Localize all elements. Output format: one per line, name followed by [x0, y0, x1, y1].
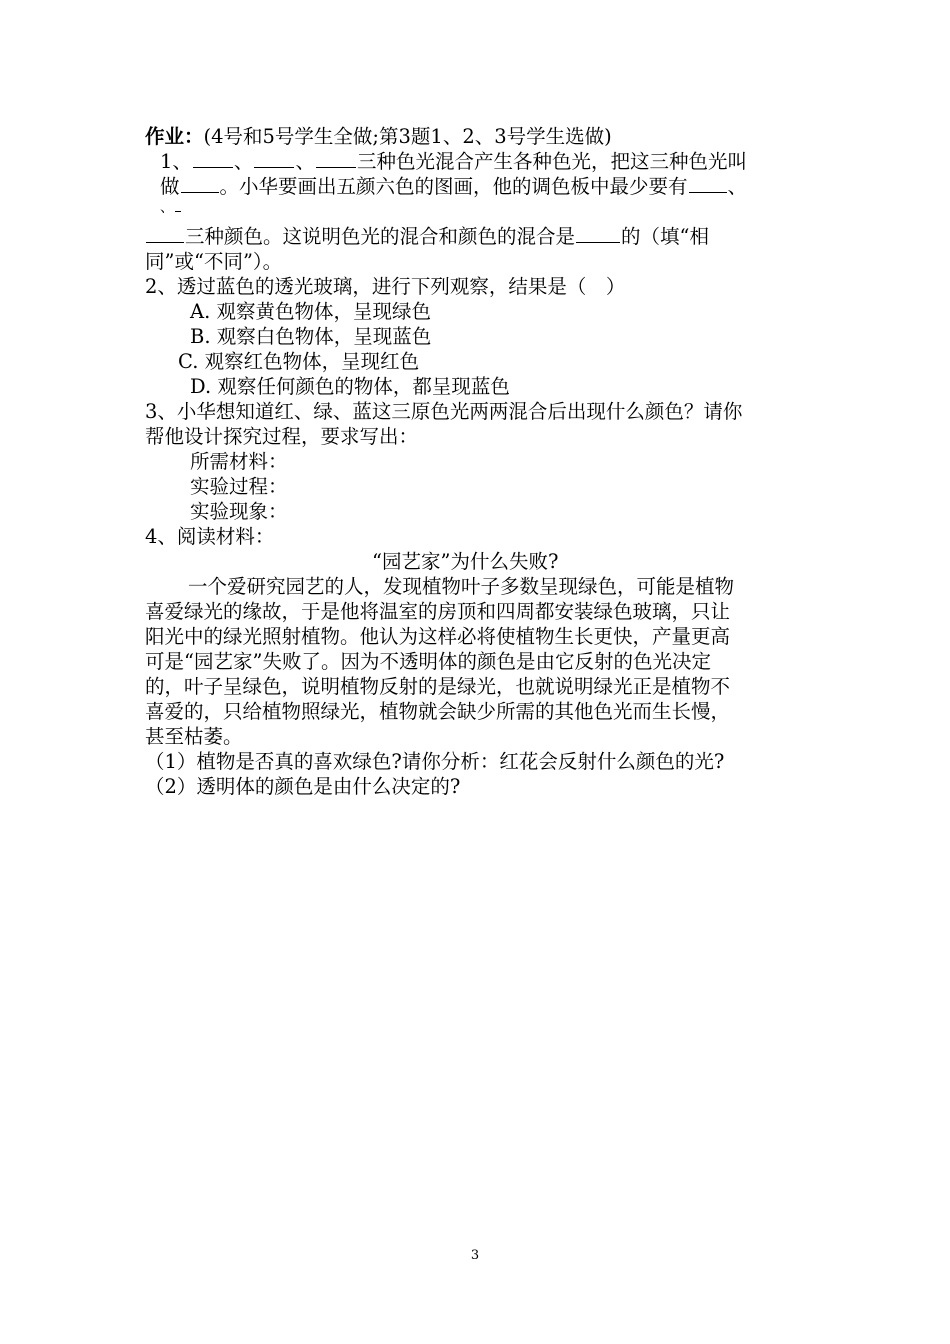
q2-option-c: C. 观察红色物体，呈现红色 — [178, 350, 420, 373]
q3-item-phenomenon: 实验现象： — [190, 500, 288, 523]
q2-stem: 2、透过蓝色的透光玻璃，进行下列观察，结果是（ ） — [145, 275, 626, 298]
q4-stem: 4、阅读材料： — [145, 525, 275, 548]
q1-line5: 同”或“不同”）。 — [145, 250, 283, 273]
q1-blank-1 — [193, 149, 233, 168]
q1-text: 、 — [160, 200, 174, 216]
q1-text: 做 — [160, 175, 180, 198]
homework-heading: 作业： — [145, 125, 204, 148]
q4-passage-line: 喜爱的，只给植物照绿光，植物就会缺少所需的其他色光而生长慢， — [145, 700, 731, 723]
q2-option-a: A. 观察黄色物体，呈现绿色 — [190, 300, 431, 323]
q4-passage-line: 一个爱研究园艺的人，发现植物叶子多数呈现绿色，可能是植物 — [188, 575, 735, 598]
q4-subquestion-2: （2）透明体的颜色是由什么决定的? — [145, 775, 461, 798]
q4-subquestion-1: （1）植物是否真的喜欢绿色?请你分析：红花会反射什么颜色的光? — [145, 750, 725, 773]
q1-line1 — [160, 149, 747, 174]
q4-passage-line: 的，叶子呈绿色，说明植物反射的是绿光，也就说明绿光正是植物不 — [145, 675, 731, 698]
q1-line4 — [145, 224, 709, 249]
q1-line3 — [160, 199, 182, 217]
q3-stem-line2: 帮他设计探究过程，要求写出： — [145, 425, 419, 448]
q1-line2 — [160, 174, 747, 199]
q4-passage-line: 喜爱绿光的缘故，于是他将温室的房顶和四周都安装绿色玻璃，只让 — [145, 600, 731, 623]
q2-option-b: B. 观察白色物体，呈现蓝色 — [190, 325, 432, 348]
q1-blank-8 — [576, 224, 620, 243]
q1-blank-6 — [175, 199, 181, 212]
q4-passage-line: 阳光中的绿光照射植物。他认为这样必将使植物生长更快，产量更高 — [145, 625, 731, 648]
q1-blank-7 — [146, 224, 184, 243]
page-number: 3 — [470, 1248, 480, 1263]
q1-separator: 、 — [295, 150, 315, 173]
q1-blank-2 — [254, 149, 294, 168]
homework-heading-line — [145, 124, 612, 149]
q4-passage-line: 可是“园艺家”失败了。因为不透明体的颜色是由它反射的色光决定 — [145, 650, 711, 673]
q1-text: 。小华要画出五颜六色的图画，他的调色板中最少要有 — [219, 175, 688, 198]
q1-blank-5 — [689, 174, 727, 193]
q1-blank-4 — [181, 174, 219, 193]
q1-number: 1、 — [160, 150, 192, 173]
q1-text: 、 — [727, 175, 748, 198]
q3-item-process: 实验过程： — [190, 475, 288, 498]
q1-text: 三种颜色。这说明色光的混合和颜色的混合是 — [185, 225, 576, 248]
q1-blank-3 — [316, 149, 356, 168]
q3-stem-line1: 3、小华想知道红、绿、蓝这三原色光两两混合后出现什么颜色？请你 — [145, 400, 743, 423]
homework-note: (4号和5号学生全做;第3题1、2、3号学生选做) — [203, 125, 612, 148]
q3-item-materials: 所需材料： — [190, 450, 288, 473]
q1-separator: 、 — [233, 150, 254, 173]
q2-option-d: D. 观察任何颜色的物体，都呈现蓝色 — [190, 375, 510, 398]
q1-text: 的（填“相 — [621, 225, 709, 248]
q1-text: 三种色光混合产生各种色光，把这三种色光叫 — [356, 150, 747, 173]
q4-article-title: “园艺家”为什么失败? — [372, 550, 559, 573]
q4-passage-line: 甚至枯萎。 — [145, 725, 243, 748]
